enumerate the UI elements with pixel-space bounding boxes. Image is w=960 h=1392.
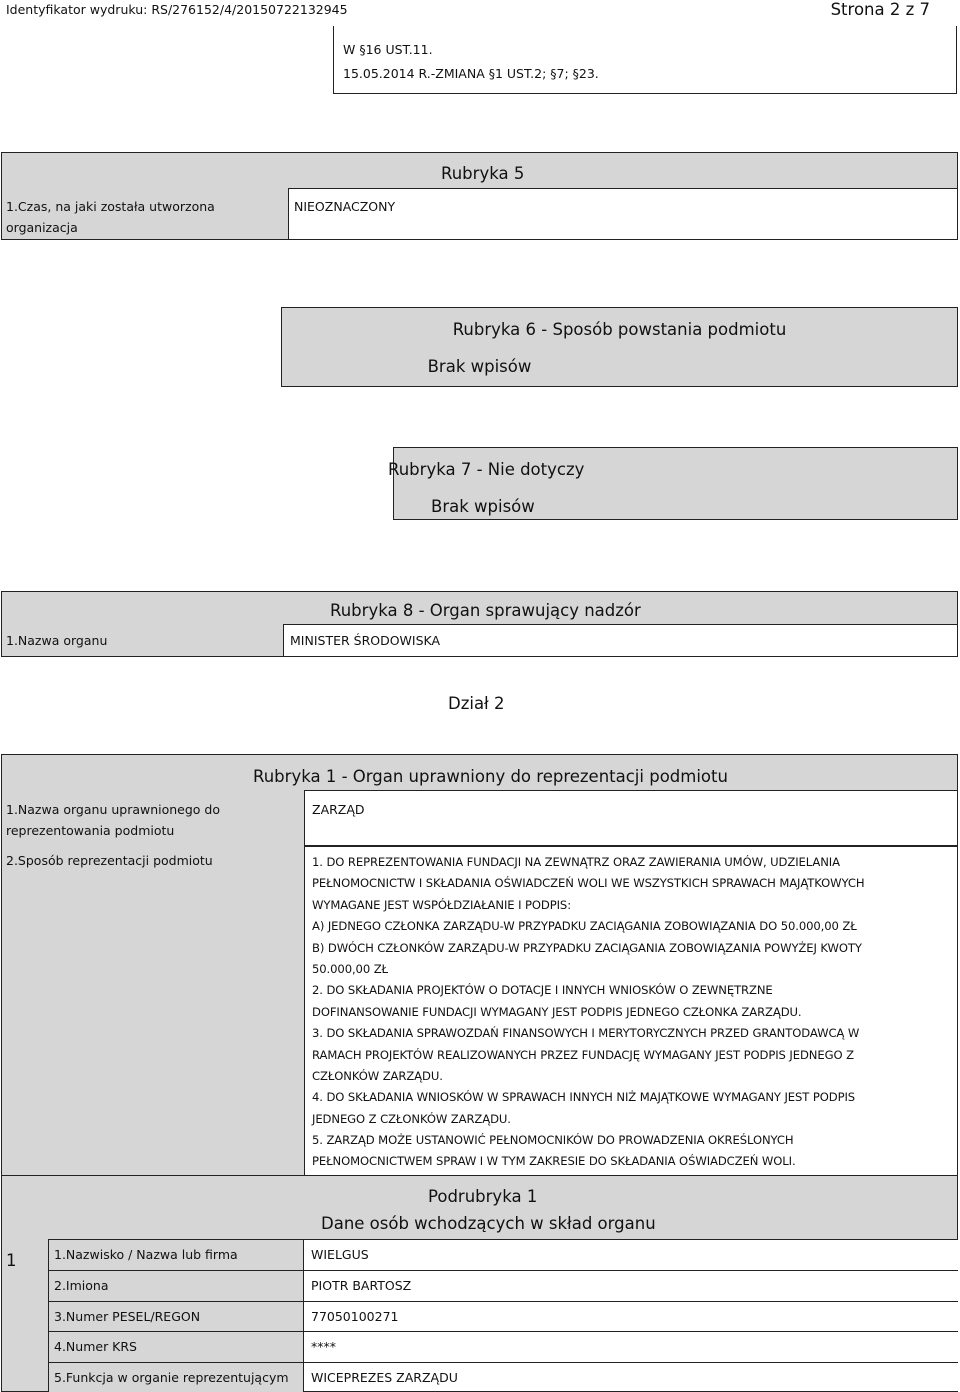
continuation-line-1: W §16 UST.11. <box>343 42 433 57</box>
rubryka5-value: NIEOZNACZONY <box>294 199 396 214</box>
rubryka8-value: MINISTER ŚRODOWISKA <box>290 633 441 648</box>
method-line: PEŁNOMOCNICTW I SKŁADANIA OŚWIADCZEŃ WOLI WE WSZYSTKICH SPRAWACH MAJĄTKOWYCH <box>312 876 865 891</box>
person-column-divider <box>303 1240 304 1392</box>
rubryka6-title: Rubryka 6 - Sposób powstania podmiotu <box>452 320 787 339</box>
rubryka5-value-cell <box>288 188 958 240</box>
method-line: B) DWÓCH CZŁONKÓW ZARZĄDU-W PRZYPADKU ZACIĄGANIA ZOBOWIĄZANIA POWYŻEJ KWOTY <box>312 940 862 955</box>
person-field-label: 4.Numer KRS <box>54 1339 137 1354</box>
rubryka8-title: Rubryka 8 - Organ sprawujący nadzór <box>330 601 641 620</box>
person-row-divider <box>49 1270 958 1271</box>
rubryka1-organ-value: ZARZĄD <box>312 802 365 817</box>
method-line: 2. DO SKŁADANIA PROJEKTÓW O DOTACJE I INNYCH WNIOSKÓW O ZEWNĘTRZNE <box>312 983 773 998</box>
method-line: 50.000,00 ZŁ <box>312 961 388 976</box>
method-line: CZŁONKÓW ZARZĄDU. <box>312 1068 443 1083</box>
person-field-value: PIOTR BARTOSZ <box>311 1278 412 1293</box>
rubryka1-method-label: 2.Sposób reprezentacji podmiotu <box>6 853 213 868</box>
podrubryka1-subtitle: Dane osób wchodzących w skład organu <box>321 1214 656 1233</box>
method-line: A) JEDNEGO CZŁONKA ZARZĄDU-W PRZYPADKU ZACIĄGANIA ZOBOWIĄZANIA DO 50.000,00 ZŁ <box>312 919 857 934</box>
page-number: Strona 2 z 7 <box>830 0 930 19</box>
print-identifier: Identyfikator wydruku: RS/276152/4/20150722132945 <box>6 2 348 17</box>
method-line: PEŁNOMOCNICTWEM SPRAW I W TYM ZAKRESIE DO SKŁADANIA OŚWIADCZEŃ WOLI. <box>312 1154 796 1169</box>
method-line: 3. DO SKŁADANIA SPRAWOZDAŃ FINANSOWYCH I MERYTORYCZNYCH PRZED GRANTODAWCĄ W <box>312 1026 860 1041</box>
method-line: WYMAGANE JEST WSPÓŁDZIAŁANIE I PODPIS: <box>312 897 571 912</box>
continuation-box <box>333 26 957 94</box>
rubryka1-organ-label-line1: 1.Nazwa organu uprawnionego do <box>6 802 221 817</box>
rubryka5-label-line2: organizacja <box>6 220 78 235</box>
method-line: RAMACH PROJEKTÓW REALIZOWANYCH PRZEZ FUNDACJĘ WYMAGANY JEST PODPIS JEDNEGO Z <box>312 1047 854 1062</box>
person-index: 1 <box>6 1251 17 1270</box>
rubryka6-empty: Brak wpisów <box>427 357 532 376</box>
rubryka8-label: 1.Nazwa organu <box>6 633 108 648</box>
method-line: 4. DO SKŁADANIA WNIOSKÓW W SPRAWACH INNYCH NIŻ MAJĄTKOWE WYMAGANY JEST PODPIS <box>312 1090 856 1105</box>
person-row-divider <box>49 1362 958 1363</box>
dzial2-title: Dział 2 <box>448 694 505 713</box>
person-row-divider <box>49 1331 958 1332</box>
rubryka1-organ-label-line2: reprezentowania podmiotu <box>6 823 175 838</box>
rubryka7-empty: Brak wpisów <box>431 497 535 516</box>
rubryka1-method-text <box>312 852 952 1173</box>
method-line: 5. ZARZĄD MOŻE USTANOWIĆ PEŁNOMOCNIKÓW DO PROWADZENIA OKREŚLONYCH <box>312 1133 794 1148</box>
person-field-label: 1.Nazwisko / Nazwa lub firma <box>54 1247 238 1262</box>
person-field-value: WIELGUS <box>311 1247 369 1262</box>
person-field-value: WICEPREZES ZARZĄDU <box>311 1370 458 1385</box>
person-field-label: 2.Imiona <box>54 1278 109 1293</box>
rubryka7-title: Rubryka 7 - Nie dotyczy <box>388 460 585 479</box>
rubryka5-title: Rubryka 5 <box>441 164 525 183</box>
person-field-label: 5.Funkcja w organie reprezentującym <box>54 1370 289 1385</box>
method-line: DOFINANSOWANIE FUNDACJI WYMAGANY JEST PODPIS JEDNEGO CZŁONKA ZARZĄDU. <box>312 1004 802 1019</box>
rubryka1-organ-cell <box>304 790 958 846</box>
person-field-value: 77050100271 <box>311 1309 399 1324</box>
continuation-line-2: 15.05.2014 R.-ZMIANA §1 UST.2; §7; §23. <box>343 66 599 81</box>
rubryka5-label-line1: 1.Czas, na jaki została utworzona <box>6 199 215 214</box>
method-line: JEDNEGO Z CZŁONKÓW ZARZĄDU. <box>312 1111 511 1126</box>
person-row-divider <box>49 1301 958 1302</box>
person-field-label: 3.Numer PESEL/REGON <box>54 1309 201 1324</box>
rubryka1-title: Rubryka 1 - Organ uprawniony do reprezentacji podmiotu <box>253 767 728 786</box>
method-line: 1. DO REPREZENTOWANIA FUNDACJI NA ZEWNĄTRZ ORAZ ZAWIERANIA UMÓW, UDZIELANIA <box>312 855 840 869</box>
person-field-value: **** <box>311 1339 336 1354</box>
podrubryka1-title: Podrubryka 1 <box>428 1187 538 1206</box>
